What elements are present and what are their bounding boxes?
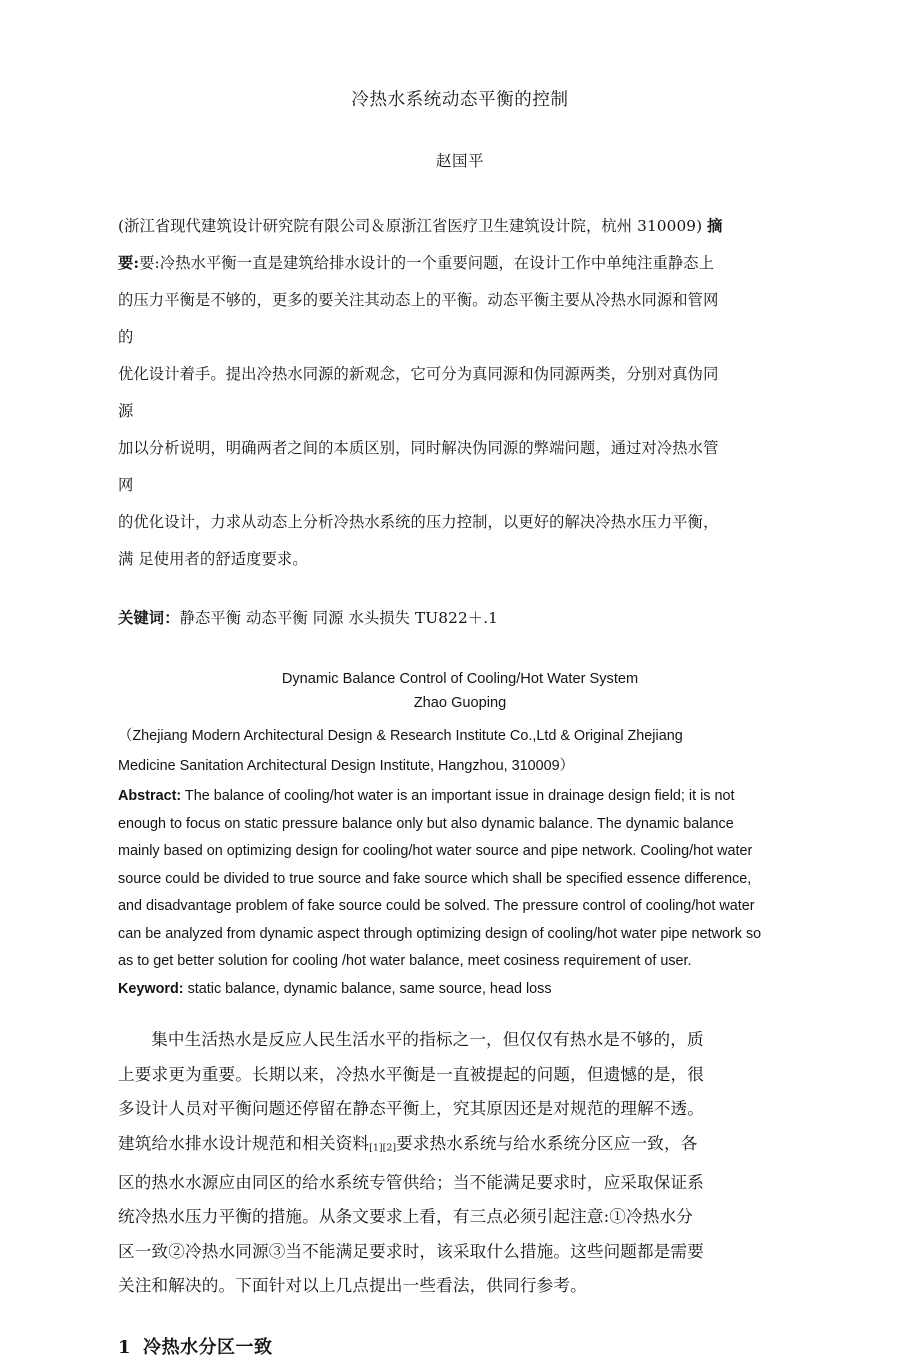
abstract-line: 满 足使用者的舒适度要求。 xyxy=(118,550,308,569)
citation-marker: [1][2] xyxy=(369,1142,397,1154)
abstract-line-en: can be analyzed from dynamic aspect through optimizing design of cooling/hot water pipe network so xyxy=(118,925,762,942)
english-author: Zhao Guoping xyxy=(413,695,507,712)
author-name: 赵国平 xyxy=(435,151,485,170)
section-number: 1 xyxy=(118,1336,132,1358)
affiliation-line: Medicine Sanitation Architectural Design Institute, Hangzhou, 310009） xyxy=(118,758,574,775)
abstract-line-text-en: The balance of cooling/hot water is an important issue in drainage design field; it is not xyxy=(181,788,735,805)
affiliation-cn: (浙江省现代建筑设计研究院有限公司＆原浙江省医疗卫生建筑设计院，杭州 310009) xyxy=(118,217,703,236)
abstract-label-en: Abstract: xyxy=(118,788,182,805)
keywords-label-cn: 关键词： xyxy=(118,609,180,628)
keywords-value-cn: 静态平衡 动态平衡 同源 水头损失 TU822＋.1 xyxy=(179,609,498,628)
abstract-line xyxy=(118,245,802,282)
english-abstract xyxy=(118,783,802,976)
abstract-line: 的 xyxy=(118,328,134,347)
body-line: 区一致②冷热水同源③当不能满足要求时，该采取什么措施。这些问题都是需要 xyxy=(118,1241,705,1261)
section-heading xyxy=(118,1334,802,1361)
page-title: 冷热水系统动态平衡的控制 xyxy=(351,90,569,110)
abstract-line: 源 xyxy=(118,402,134,421)
body-line-text: 要求热水系统与给水系统分区应一致，各 xyxy=(396,1133,698,1153)
keyword-value-en: static balance, dynamic balance, same source, head loss xyxy=(183,980,552,997)
english-keywords xyxy=(118,976,802,1004)
body-line xyxy=(118,1127,802,1166)
english-title: Dynamic Balance Control of Cooling/Hot Water System xyxy=(281,671,639,688)
body-line: 多设计人员对平衡问题还停留在静态平衡上，究其原因还是对规范的理解不透。 xyxy=(118,1099,705,1119)
abstract-line xyxy=(118,208,802,245)
body-line: 关注和解决的。下面针对以上几点提出一些看法，供同行参考。 xyxy=(118,1276,587,1296)
abstract-label-part1: 摘 xyxy=(707,217,723,236)
affiliation-line: （Zhejiang Modern Architectural Design & Research Institute Co.,Ltd & Original Zhejiang xyxy=(118,728,683,745)
body-line: 统冷热水压力平衡的措施。从条文要求上看，有三点必须引起注意:①冷热水分 xyxy=(118,1207,694,1227)
body-paragraph xyxy=(118,1023,802,1303)
section-title: 冷热水分区一致 xyxy=(143,1336,273,1358)
abstract-line: 网 xyxy=(118,476,134,495)
chinese-abstract xyxy=(118,208,802,578)
abstract-line-en: as to get better solution for cooling /hot water balance, meet cosiness requirement of user. xyxy=(118,953,692,970)
abstract-line: 的优化设计，力求从动态上分析冷热水系统的压力控制，以更好的解决冷热水压力平衡， xyxy=(118,513,719,532)
abstract-line-en: source could be divided to true source and fake source which shall be specified essence difference, xyxy=(118,870,752,887)
abstract-line-en xyxy=(118,783,802,811)
body-line-text: 建筑给水排水设计规范和相关资料 xyxy=(118,1133,370,1153)
body-line: 集中生活热水是反应人民生活水平的指标之一，但仅仅有热水是不够的，质 xyxy=(151,1030,704,1050)
abstract-line: 加以分析说明，明确两者之间的本质区别，同时解决伪同源的弊端问题，通过对冷热水管 xyxy=(118,439,719,458)
keyword-label-en: Keyword: xyxy=(118,980,184,997)
chinese-keywords xyxy=(118,600,802,637)
abstract-line: 的压力平衡是不够的，更多的要关注其动态上的平衡。动态平衡主要从冷热水同源和管网 xyxy=(118,291,719,310)
body-line: 区的热水水源应由同区的给水系统专管供给；当不能满足要求时，应采取保证系 xyxy=(118,1172,705,1192)
abstract-line-en: and disadvantage problem of fake source could be solved. The pressure control of cooling/hot water xyxy=(118,898,755,915)
body-line: 上要求更为重要。长期以来，冷热水平衡是一直被提起的问题，但遗憾的是，很 xyxy=(118,1064,705,1084)
page-content xyxy=(118,0,802,1361)
abstract-line-en: enough to focus on static pressure balance only but also dynamic balance. The dynamic balance xyxy=(118,815,734,832)
english-affiliation xyxy=(118,721,802,781)
abstract-label-part2: 要: xyxy=(118,254,140,273)
abstract-line-en: mainly based on optimizing design for cooling/hot water source and pipe network. Cooling/hot water xyxy=(118,843,753,860)
abstract-line-text: 要:冷热水平衡一直是建筑给排水设计的一个重要问题，在设计工作中单纯注重静态上 xyxy=(139,254,715,273)
abstract-line: 优化设计着手。提出冷热水同源的新观念，它可分为真同源和伪同源两类，分别对真伪同 xyxy=(118,365,719,384)
